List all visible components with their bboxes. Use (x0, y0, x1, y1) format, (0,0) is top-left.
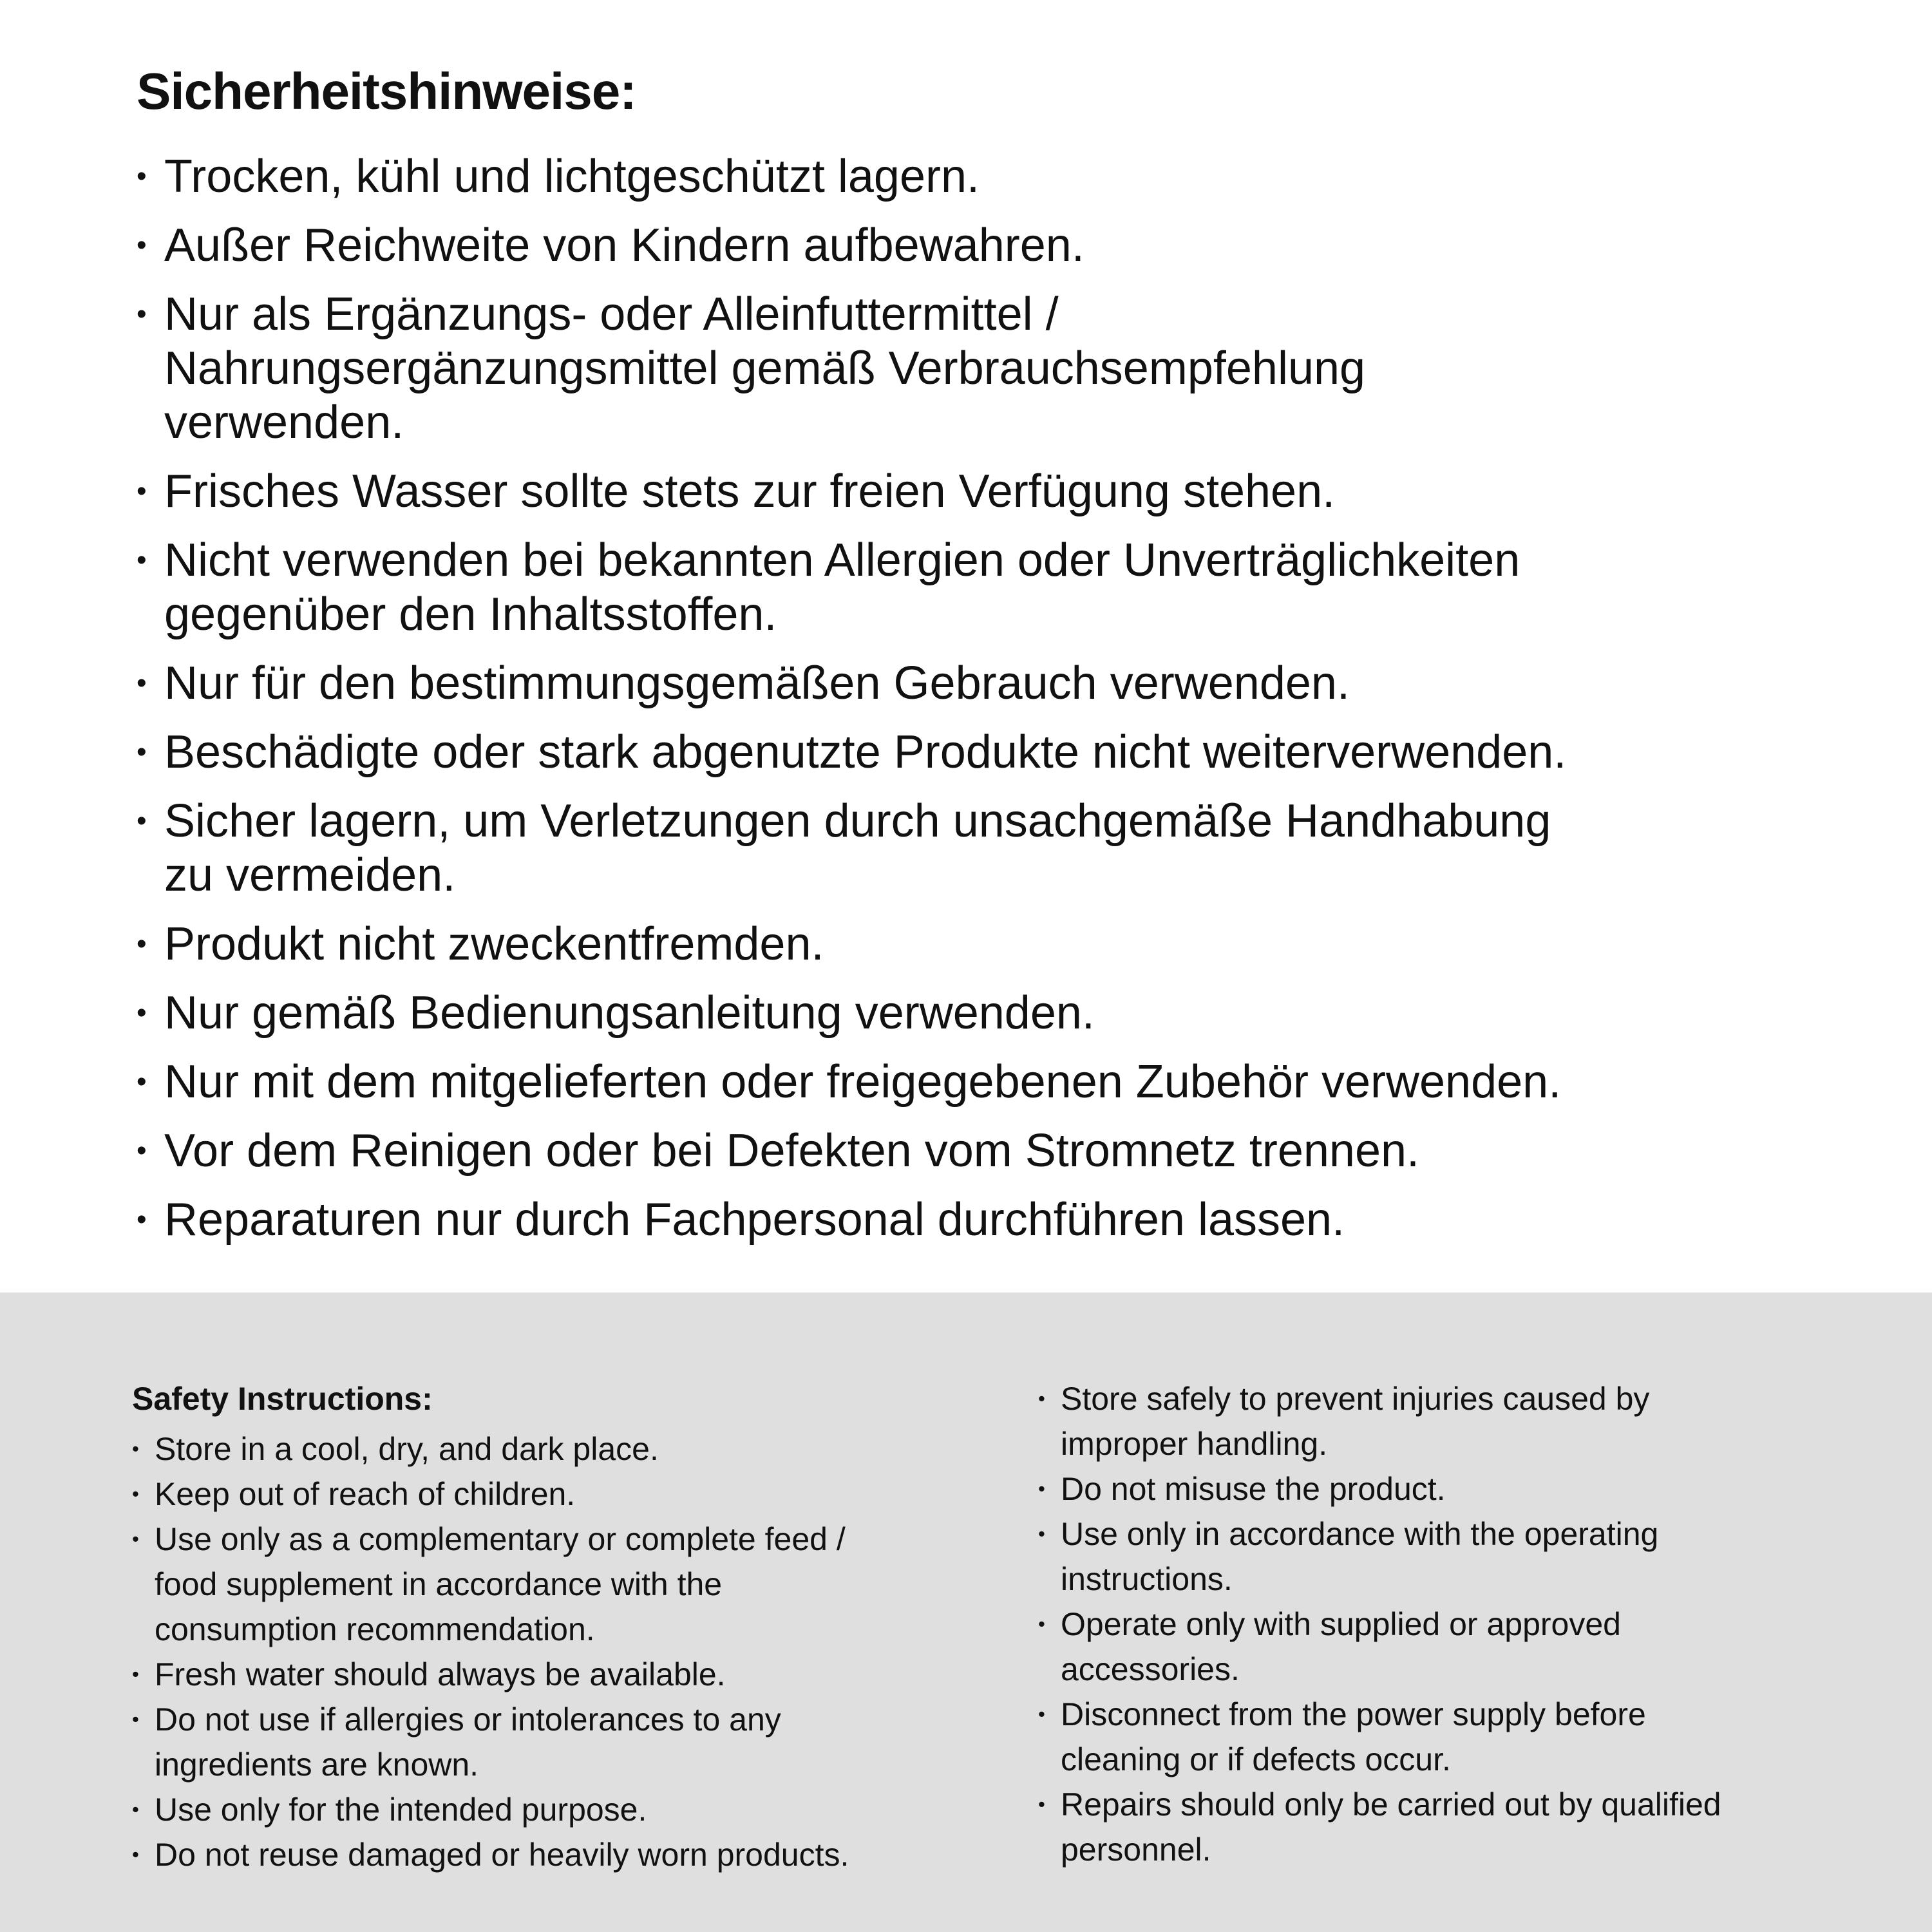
list-item: • Außer Reichweite von Kindern aufbewahren. (137, 218, 1594, 272)
list-item: • Do not use if allergies or intolerances to any ingredients are known. (132, 1697, 876, 1787)
list-item: • Keep out of reach of children. (132, 1472, 876, 1517)
list-item: • Nicht verwenden bei bekannten Allergien oder Unverträglichkeiten gegenüber den Inhaltsstoffen. (137, 533, 1594, 641)
list-item: • Sicher lagern, um Verletzungen durch unsachgemäße Handhabung zu vermeiden. (137, 794, 1594, 902)
list-item: • Disconnect from the power supply before cleaning or if defects occur. (1038, 1692, 1756, 1782)
list-item: • Reparaturen nur durch Fachpersonal durchführen lassen. (137, 1193, 1594, 1247)
list-item: • Do not reuse damaged or heavily worn products. (132, 1832, 876, 1877)
german-instruction-list (137, 149, 1835, 1247)
list-item: • Store in a cool, dry, and dark place. (132, 1426, 876, 1472)
list-item: • Operate only with supplied or approved accessories. (1038, 1602, 1756, 1692)
english-panel (0, 1293, 1932, 1932)
list-item: • Frisches Wasser sollte stets zur freien Verfügung stehen. (137, 464, 1594, 518)
english-left-list (132, 1426, 895, 1877)
list-item: • Use only in accordance with the operating instructions. (1038, 1511, 1756, 1602)
list-item: • Store safely to prevent injuries caused by improper handling. (1038, 1376, 1756, 1466)
english-heading: Safety Instructions: (132, 1381, 433, 1417)
english-right-list (1038, 1376, 1775, 1872)
list-item: • Nur gemäß Bedienungsanleitung verwenden. (137, 986, 1594, 1040)
english-right-column (1038, 1376, 1775, 1932)
list-item: • Vor dem Reinigen oder bei Defekten vom Stromnetz trennen. (137, 1124, 1594, 1178)
list-item: • Nur als Ergänzungs- oder Alleinfuttermittel / Nahrungsergänzungsmittel gemäß Verbrauchsempfehlung verwenden. (137, 287, 1594, 450)
list-item: • Nur für den bestimmungsgemäßen Gebrauch verwenden. (137, 656, 1594, 710)
english-left-column (132, 1376, 895, 1932)
list-item: • Do not misuse the product. (1038, 1466, 1756, 1511)
german-heading: Sicherheitshinweise: (137, 62, 636, 120)
list-item: • Nur mit dem mitgelieferten oder freigegebenen Zubehör verwenden. (137, 1055, 1594, 1109)
list-item: • Use only as a complementary or complete feed / food supplement in accordance with the consumption recommendation. (132, 1517, 876, 1652)
list-item: • Produkt nicht zweckentfremden. (137, 917, 1594, 971)
list-item: • Use only for the intended purpose. (132, 1787, 876, 1832)
list-item: • Repairs should only be carried out by qualified personnel. (1038, 1782, 1756, 1872)
list-item: • Fresh water should always be available. (132, 1652, 876, 1697)
list-item: • Trocken, kühl und lichtgeschützt lagern. (137, 149, 1594, 204)
list-item: • Beschädigte oder stark abgenutzte Produkte nicht weiterverwenden. (137, 725, 1594, 779)
